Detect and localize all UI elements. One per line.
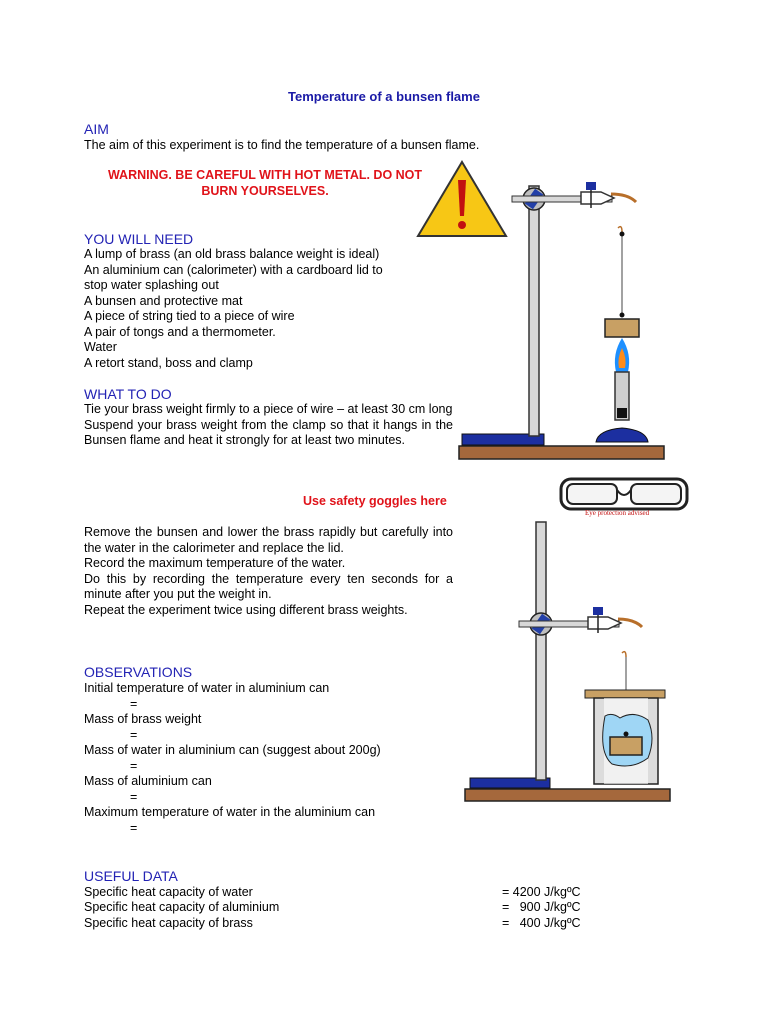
useful-data-heading: USEFUL DATA [84, 868, 178, 884]
observation-equals: = [130, 758, 138, 773]
observation-equals: = [130, 696, 138, 711]
list-item: A bunsen and protective mat [84, 293, 243, 308]
safety-goggles-note: Use safety goggles here [303, 494, 447, 508]
what-to-do-heading: WHAT TO DO [84, 386, 172, 402]
observation-equals: = [130, 789, 138, 804]
observation-equals: = [130, 727, 138, 742]
list-item: An aluminium can (calorimeter) with a cardboard lid to [84, 262, 383, 277]
data-value: = 400 J/kgºC [502, 916, 581, 930]
heating-apparatus-diagram [456, 176, 670, 466]
list-item: Water [84, 340, 117, 354]
data-label: Specific heat capacity of aluminium [84, 900, 280, 914]
data-label: Specific heat capacity of brass [84, 916, 253, 930]
you-will-need-heading: YOU WILL NEED [84, 231, 194, 247]
list-item: A piece of string tied to a piece of wire [84, 309, 295, 323]
what-to-do-steps-1 [84, 402, 453, 449]
step-paragraph: Record the maximum temperature of the water. [84, 556, 346, 570]
equipment-list [84, 247, 383, 371]
data-value: = 4200 J/kgºC [502, 885, 581, 899]
step-paragraph: Tie your brass weight firmly to a piece of wire – at least 30 cm long [84, 402, 453, 416]
step-paragraph: Remove the bunsen and lower the brass rapidly but carefully into the water in the calorimeter and replace the lid. [84, 525, 453, 555]
goggles-caption: Eye protection advised [585, 509, 650, 517]
observation-label: Mass of aluminium can [84, 774, 212, 788]
observation-label: Maximum temperature of water in the aluminium can [84, 805, 376, 819]
observations-heading: OBSERVATIONS [84, 664, 193, 680]
aim-heading: AIM [84, 121, 109, 137]
list-item: stop water splashing out [84, 278, 219, 292]
observation-label: Initial temperature of water in aluminium can [84, 681, 330, 695]
step-paragraph: Do this by recording the temperature every ten seconds for a minute after you put the weight in. [84, 571, 453, 601]
observation-equals: = [130, 820, 138, 835]
observation-label: Mass of brass weight [84, 712, 202, 726]
list-item: A retort stand, boss and clamp [84, 355, 253, 370]
page-title: Temperature of a bunsen flame [288, 89, 480, 104]
list-item: A lump of brass (an old brass balance weight is ideal) [84, 247, 380, 261]
list-item: A pair of tongs and a thermometer. [84, 324, 276, 339]
step-paragraph: Suspend your brass weight from the clamp so that it hangs in the Bunsen flame and heat it strongly for at least two minutes. [84, 417, 453, 447]
warning-text [84, 168, 446, 199]
observations-list [84, 681, 381, 836]
aim-text: The aim of this experiment is to find the temperature of a bunsen flame. [84, 138, 480, 152]
calorimeter-apparatus-diagram [462, 520, 674, 806]
step-paragraph: Repeat the experiment twice using different brass weights. [84, 602, 408, 617]
warning-line-1: WARNING. BE CAREFUL WITH HOT METAL. DO NOT [107, 168, 423, 182]
data-label: Specific heat capacity of water [84, 885, 253, 899]
observation-label: Mass of water in aluminium can (suggest about 200g) [84, 743, 381, 757]
what-to-do-steps-2 [84, 525, 453, 618]
data-value: = 900 J/kgºC [502, 900, 581, 914]
warning-line-2: BURN YOURSELVES. [201, 183, 329, 198]
